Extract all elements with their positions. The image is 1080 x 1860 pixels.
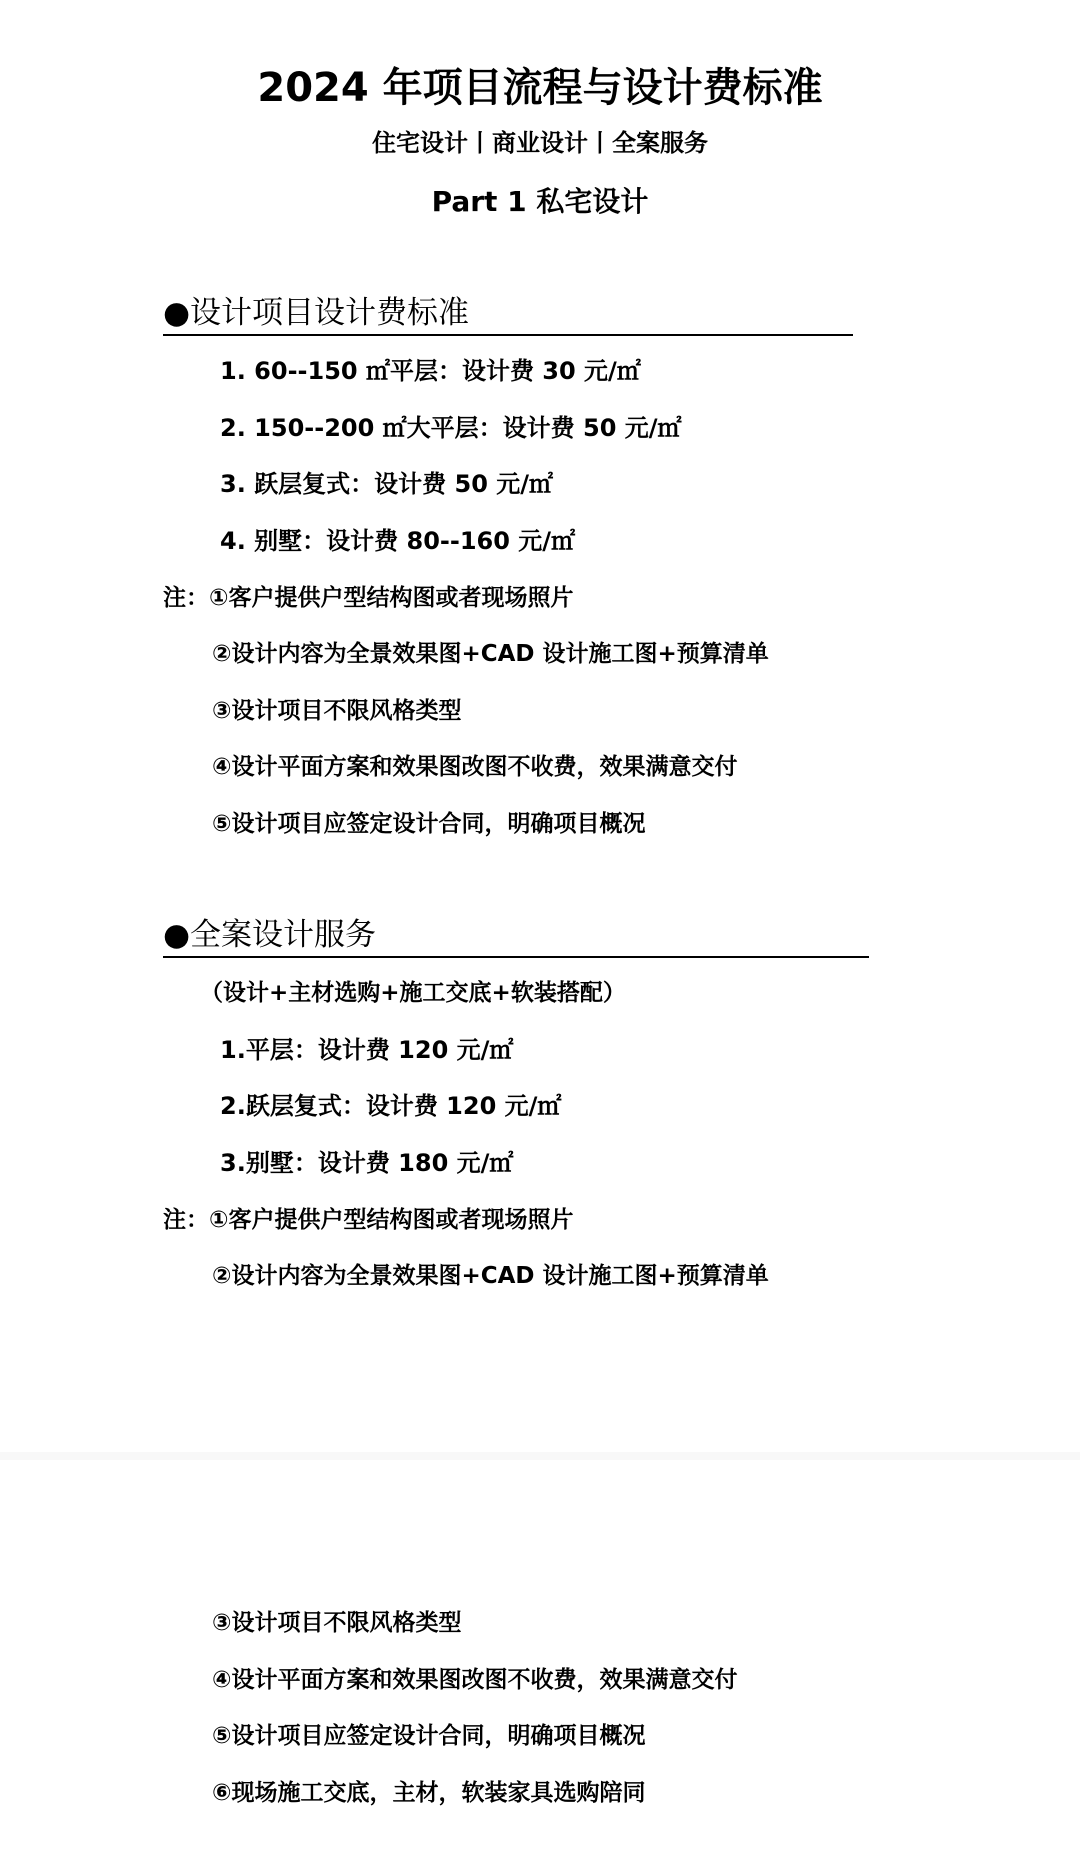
note-line: ④设计平面方案和效果图改图不收费，效果满意交付 <box>212 754 738 780</box>
note-line: ⑥现场施工交底，主材，软装家具选购陪同 <box>212 1780 646 1806</box>
fee-item: 1. 60--150 ㎡平层：设计费 30 元/㎡ <box>220 357 641 385</box>
note-line: ⑤设计项目应签定设计合同，明确项目概况 <box>212 811 646 837</box>
part-heading: Part 1 私宅设计 <box>431 185 649 218</box>
note-line: 注：①客户提供户型结构图或者现场照片 <box>163 1207 574 1233</box>
note-line: ②设计内容为全景效果图+CAD 设计施工图+预算清单 <box>212 1263 769 1289</box>
fee-item: 2. 150--200 ㎡大平层：设计费 50 元/㎡ <box>220 414 682 442</box>
service-fee-item: 1.平层：设计费 120 元/㎡ <box>220 1036 514 1064</box>
fee-item: 3. 跃层复式：设计费 50 元/㎡ <box>220 470 554 498</box>
document-title: 2024 年项目流程与设计费标准 <box>257 65 823 111</box>
service-fee-item: 3.别墅：设计费 180 元/㎡ <box>220 1149 514 1177</box>
note-line: ⑤设计项目应签定设计合同，明确项目概况 <box>212 1723 646 1749</box>
section-heading-full-service: ●全案设计服务 <box>163 914 869 958</box>
page-break <box>0 1452 1080 1460</box>
service-fee-item: 2.跃层复式：设计费 120 元/㎡ <box>220 1092 562 1120</box>
fee-item: 4. 别墅：设计费 80--160 元/㎡ <box>220 527 576 555</box>
note-line: ③设计项目不限风格类型 <box>212 1610 462 1636</box>
document-page-2 <box>0 1460 1080 1860</box>
document-subtitle: 住宅设计丨商业设计丨全案服务 <box>372 129 708 157</box>
note-line: ②设计内容为全景效果图+CAD 设计施工图+预算清单 <box>212 641 769 667</box>
section-heading-design-fee: ●设计项目设计费标准 <box>163 292 853 336</box>
note-line: 注：①客户提供户型结构图或者现场照片 <box>163 585 574 611</box>
note-line: ③设计项目不限风格类型 <box>212 698 462 724</box>
service-scope: （设计+主材选购+施工交底+软装搭配） <box>200 980 626 1006</box>
note-line: ④设计平面方案和效果图改图不收费，效果满意交付 <box>212 1667 738 1693</box>
